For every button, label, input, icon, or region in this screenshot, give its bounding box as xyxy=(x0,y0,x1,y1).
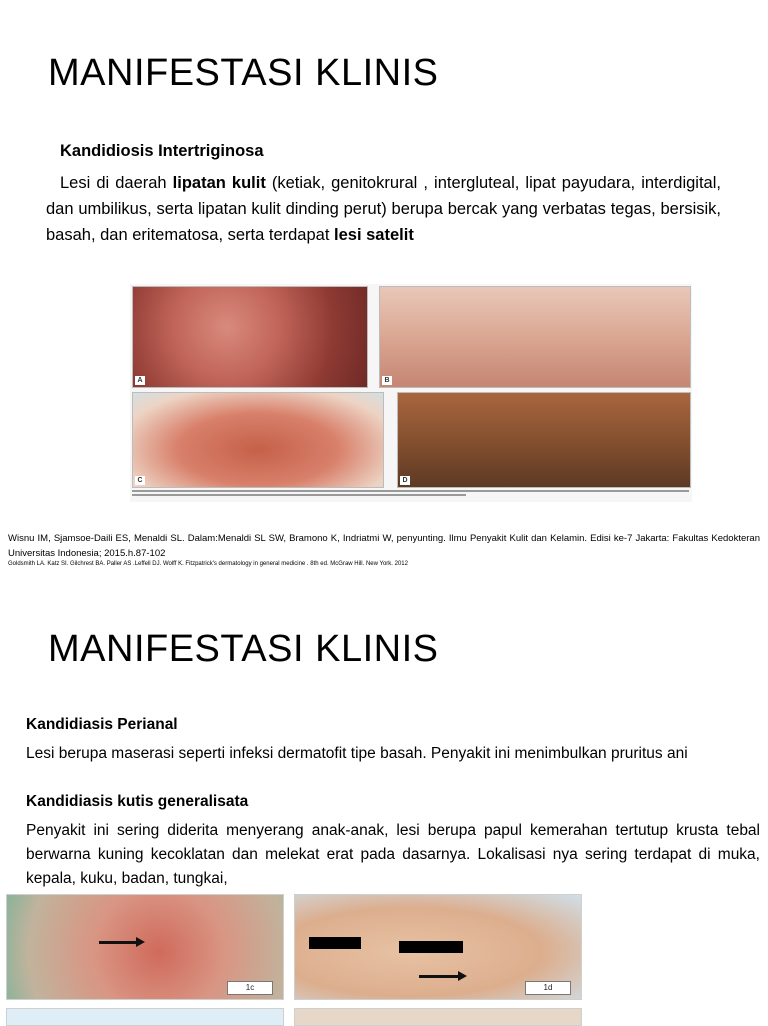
slide-title: MANIFESTASI KLINIS xyxy=(48,628,439,670)
clinical-photo-1d xyxy=(294,894,582,1000)
figure-caption-illegible xyxy=(132,488,689,500)
clinical-figure xyxy=(130,284,692,502)
section-heading-perianal: Kandidiasis Perianal xyxy=(26,716,178,733)
clinical-photo-b xyxy=(379,286,691,388)
clinical-photo-partial xyxy=(294,1008,582,1026)
paragraph-text: (ketiak, genitokrural , intergluteal, lipat payudara, interdigital, dan umbilikus, serta lipatan kulit dinding perut) berupa bercak yang verbatas tegas, bersisik, basah, dan eritematosa, serta terdapat xyxy=(46,174,721,244)
photo-label: B xyxy=(382,376,392,385)
paragraph-bold-term: lipatan kulit xyxy=(172,174,266,192)
clinical-photo-d xyxy=(397,392,691,488)
clinical-photo-c xyxy=(132,392,384,488)
photo-label: 1d xyxy=(525,981,571,995)
clinical-photo-a xyxy=(132,286,368,388)
clinical-photo-1c xyxy=(6,894,284,1000)
arrow-icon xyxy=(99,941,137,944)
photo-label: A xyxy=(135,376,145,385)
section-paragraph xyxy=(46,170,721,248)
section-paragraph-perianal: Lesi berupa maserasi seperti infeksi dermatofit tipe basah. Penyakit ini menimbulkan pruritus ani xyxy=(26,745,688,762)
reference-citation: Goldsmith LA. Katz SI. Gilchrest BA. Paller AS .Leffell DJ. Wolff K. Fitzpatrick's dermatology in general medicine . 8th ed. McGraw Hill. New York. 2012 xyxy=(8,561,408,567)
paragraph-text: Lesi di daerah xyxy=(60,174,173,192)
reference-citation: Wisnu IM, Sjamsoe-Daili ES, Menaldi SL. Dalam:Menaldi SL SW, Bramono K, Indriatmi W, penyunting. Ilmu Penyakit Kulit dan Kelamin. Edisi ke-7 Jakarta: Fakultas Kedokteran Universitas Indonesia; 2015.h.87-102 xyxy=(8,533,760,559)
slide-title: MANIFESTASI KLINIS xyxy=(48,52,439,94)
eye-censor-bar xyxy=(399,941,463,953)
slide-2 xyxy=(0,600,768,1024)
clinical-photo-partial xyxy=(6,1008,284,1026)
arrow-icon xyxy=(419,975,459,978)
photo-label: D xyxy=(400,476,410,485)
photo-label: 1c xyxy=(227,981,273,995)
section-paragraph-generalisata: Penyakit ini sering diderita menyerang anak-anak, lesi berupa papul kemerahan tertutup krusta tebal berwarna kuning kecoklatan dan melekat erat pada dasarnya. Lokalisasi nya sering terdapat di muka, kepala, kuku, badan, tungkai, xyxy=(26,822,760,887)
paragraph-bold-term: lesi satelit xyxy=(334,226,414,244)
photo-label: C xyxy=(135,476,145,485)
eye-censor-bar xyxy=(309,937,361,949)
section-heading: Kandidiosis Intertriginosa xyxy=(60,142,264,160)
section-heading-generalisata: Kandidiasis kutis generalisata xyxy=(26,793,249,810)
